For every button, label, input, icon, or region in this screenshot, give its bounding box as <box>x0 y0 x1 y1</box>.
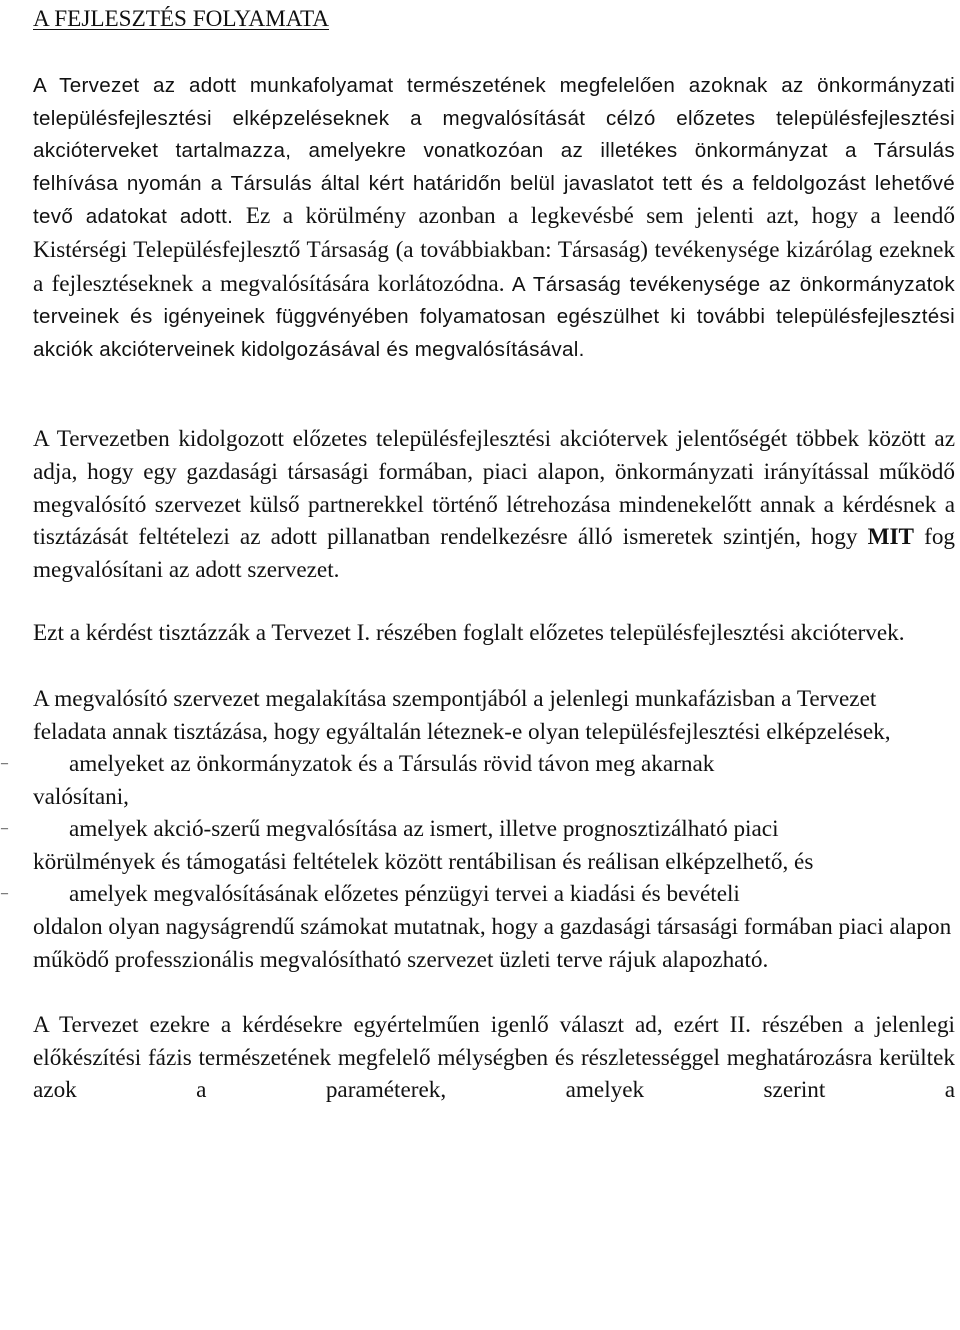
paragraph-significance-text: A Tervezetben kidolgozott előzetes településfejlesztési akciótervek jelentőségét többek között az adja, hogy egy gazdasági társasági formában, piaci alapon, önkormányzati irányítással működő megvalósító szervezet külső partnerekkel történő létrehozása mindenekelőtt annak a kérdésnek a tisztázását feltételezi az adott pillanatban rendelkezésre álló ismeretek szintjén, hogy <box>33 426 955 551</box>
dash-bullet-icon: – <box>1 886 8 902</box>
dash-bullet-icon: – <box>1 756 8 772</box>
section-title: A FEJLESZTÉS FOLYAMATA <box>33 6 329 32</box>
list-item <box>1 878 955 976</box>
paragraph-organization-intro: A megvalósító szervezet megalakítása szempontjából a jelenlegi munkafázisban a Tervezet feladata annak tisztázása, hogy egyáltalán léteznek-e olyan településfejlesztési elképzelések, <box>33 685 891 745</box>
paragraph-answer: A Tervezet ezekre a kérdésekre egyértelműen igenlő választ ad, ezért II. részében a jelenlegi előkészítési fázis természetének megfelelő mélységben és részletességgel meghatározásra kerültek azok a paraméterek, amelyek szerint a <box>33 1012 955 1104</box>
list-item-continuation: oldalon olyan nagyságrendű számokat mutatnak, hogy a gazdasági társasági formában piaci alapon működő professzionális megvalósítható szervezet üzleti terve rájuk alapozható. <box>33 914 952 973</box>
emphasis-mit: MIT <box>867 524 914 551</box>
paragraph-clarification: Ezt a kérdést tisztázzák a Tervezet I. részében foglalt előzetes településfejlesztési akciótervek. <box>33 620 905 647</box>
conditions-list <box>1 748 955 976</box>
document-page <box>1 3 956 1107</box>
paragraph-intro-part3: A Társaság tevékenysége az önkormányzatok terveinek és igényeinek függvényében folyamatosan egészülhet ki további településfejlesztési akciók akcióterveinek kidolgozásával és megvalósításával. <box>33 272 955 361</box>
list-item-first-line: amelyeket az önkormányzatok és a Társulás rövid távon meg akarnak <box>69 751 715 778</box>
paragraph-intro-part1: A Tervezet az adott munkafolyamat természetének megfelelően azoknak az önkormányzati településfejlesztési elképzeléseknek a megvalósítását célzó előzetes településfejlesztési akcióterveket tartalmazza, amelyekre vonatkozóan az illetékes önkormányzat a Társulás felhívása nyomán a Társulás által kért határidőn belül javaslatot tett és a feldolgozást lehetővé tevő adatokat adott. <box>33 74 955 229</box>
list-item <box>1 813 955 878</box>
list-item <box>1 748 955 813</box>
paragraph-intro <box>33 70 955 366</box>
list-item-continuation: valósítani, <box>33 783 129 810</box>
list-item-continuation: körülmények és támogatási feltételek között rentábilisan és reálisan elképzelhető, és <box>33 848 814 875</box>
list-item-first-line: amelyek akció-szerű megvalósítása az ismert, illetve prognosztizálható piaci <box>69 816 779 843</box>
paragraph-intro-part2: Ez a körülmény azonban a legkevésbé sem jelenti azt, hogy a leendő Kistérségi Településfejlesztő Társaság (a továbbiakban: Társaság) tevékenysége kizárólag ezeknek a fejlesztéseknek a megvalósítására korlátozódna. <box>33 203 955 297</box>
dash-bullet-icon: – <box>1 821 8 837</box>
paragraph-significance <box>33 423 955 586</box>
list-item-first-line: amelyek megvalósításának előzetes pénzügyi tervei a kiadási és bevételi <box>69 881 740 908</box>
paragraph-significance-end: fog megvalósítani az adott szervezet. <box>33 524 956 583</box>
